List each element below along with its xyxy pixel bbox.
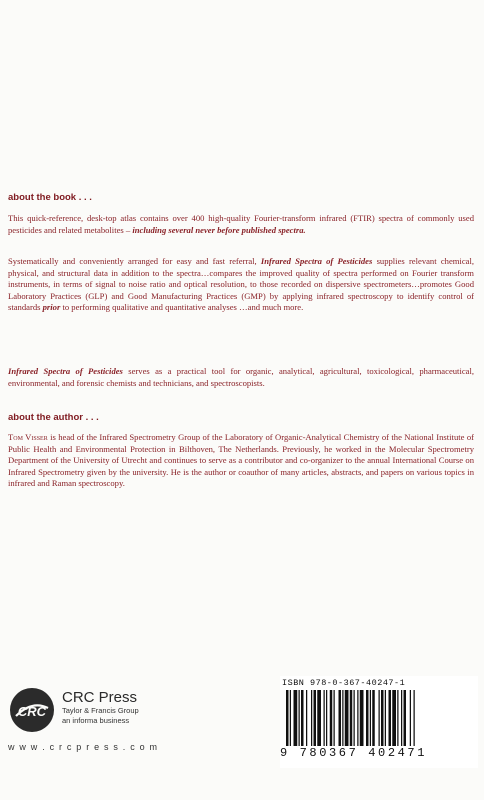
author-name: Tom Visser	[8, 432, 48, 442]
book-p2-text-a: Systematically and conveniently arranged for easy and fast referral,	[8, 256, 257, 266]
book-p3-title: Infrared Spectra of Pesticides	[8, 366, 123, 376]
book-paragraph-1	[8, 213, 474, 236]
book-p2-prior: prior	[42, 302, 61, 313]
barcode-bar	[410, 690, 411, 746]
barcode-bar	[379, 690, 380, 746]
isbn-line: ISBN 978-0-367-40247-1	[282, 678, 406, 688]
book-p3-text: serves as a practical tool for organic, analytical, agricultural, toxicological, pharmaceutical, environmental, and forensic chemists and technicians, and spectroscopists.	[8, 366, 474, 388]
barcode-bar	[301, 690, 304, 746]
book-p2-title: Infrared Spectra of Pesticides	[260, 256, 373, 266]
publisher-name: CRC Press	[62, 689, 138, 706]
barcode-bar	[357, 690, 358, 746]
barcode-bar	[397, 690, 398, 746]
barcode-bar	[385, 690, 386, 746]
barcode-bar	[404, 690, 407, 746]
isbn-digits: 9 780367 402471	[280, 746, 428, 760]
barcode-bar	[290, 690, 291, 746]
publisher-url: w w w . c r c p r e s s . c o m	[8, 742, 159, 752]
book-p1-emphasis: including several never before published spectra.	[132, 224, 306, 235]
barcode-bar	[306, 690, 307, 746]
barcode-bar	[350, 690, 353, 746]
publisher-text	[62, 690, 139, 726]
barcode-bar	[326, 690, 327, 746]
barcode-bar	[370, 690, 371, 746]
author-paragraph	[8, 432, 474, 490]
barcode-bar	[286, 690, 289, 746]
isbn-barcode	[280, 676, 478, 768]
barcode-bar	[372, 690, 375, 746]
crc-press-logo	[8, 686, 178, 756]
barcode-bar	[366, 690, 369, 746]
publisher-group: Taylor & Francis Group	[62, 706, 139, 715]
barcode-bar	[401, 690, 402, 746]
crc-logo-mark: CRC	[17, 704, 47, 719]
barcode-bar	[324, 690, 325, 746]
barcode-bar	[294, 690, 298, 746]
barcode-bar	[317, 690, 321, 746]
barcode-bar	[314, 690, 317, 746]
book-p2-text-c: to performing qualitative and quantitative analyses …and much more.	[62, 302, 304, 313]
book-p2-text-b: supplies relevant chemical, physical, and structural data in addition to the spectra…compares the improved quality of spectra performed on Fourier transform instruments, in terms of signal to noise ratio and optical resolution, to those recorded on dispersive spectrometers…promotes Good Laboratory Practices (GLP) and Good Manufacturing Practices (GMP) by applying infrared spectroscopy to identify control of standards	[8, 256, 474, 313]
about-author-heading: about the author . . .	[8, 412, 99, 423]
barcode-bar	[354, 690, 355, 746]
about-book-heading: about the book . . .	[8, 192, 92, 203]
book-paragraph-3	[8, 366, 474, 389]
barcode-bar	[311, 690, 312, 746]
barcode-bar	[381, 690, 384, 746]
barcode-bar	[299, 690, 300, 746]
barcode-bar	[360, 690, 364, 746]
barcode-bar	[389, 690, 392, 746]
barcode-bars	[286, 690, 472, 746]
barcode-bar	[342, 690, 343, 746]
barcode-bar	[334, 690, 335, 746]
crc-logo-icon	[8, 686, 56, 734]
barcode-bar	[330, 690, 333, 746]
publisher-business: an informa business	[62, 716, 130, 725]
barcode-bar	[345, 690, 349, 746]
barcode-bar	[339, 690, 342, 746]
author-bio: is head of the Infrared Spectrometry Group of the Laboratory of Organic-Analytical Chemistry of the National Institute of Public Health and Environmental Protection in Bilthoven, The Netherlands. Previously, he worked in the Molecular Spectrometry Department of the University of Utrecht and continues to serve as a contributor and co-organizer to the annual International Course on Infrared Spectrometry given by the university. He is the author or coauthor of many articles, abstracts, and papers on various topics in infrared and Raman spectroscopy.	[8, 432, 474, 489]
barcode-bar	[414, 690, 415, 746]
book-paragraph-2	[8, 256, 474, 314]
book-p1-text: This quick-reference, desk-top atlas contains over 400 high-quality Fourier-transform infrared (FTIR) spectra of commonly used pesticides and related metabolites –	[8, 213, 474, 235]
barcode-bar	[392, 690, 396, 746]
